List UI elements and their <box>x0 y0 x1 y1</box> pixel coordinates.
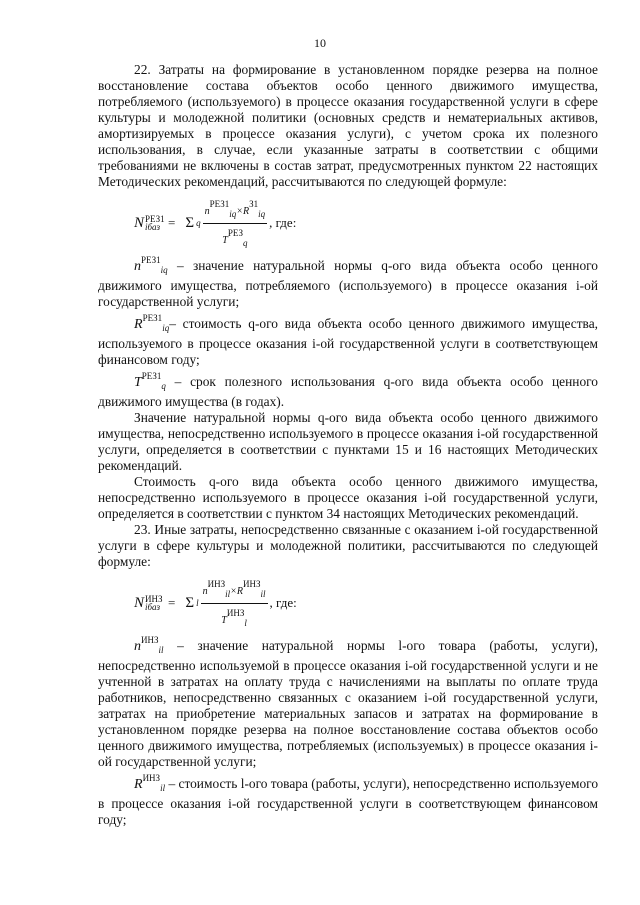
sum-symbol: Σ <box>185 215 195 231</box>
definition-r-inz: $R^{ИНЗ}_{il}$ – стоимость l-ого товара (работы, услуги), непосредственно используемого в процессе оказания i-ой государственной услуги в соответствующем финансовом году; <box>98 773 599 827</box>
sum-symbol: Σ <box>185 595 195 611</box>
page-number: 10 <box>314 36 326 50</box>
paragraph-22: 22. Затраты на формирование в установленном порядке резерва на полное восстановление состава объектов особо ценного движимого имущества, потребляемого (используемого) в процессе оказания государственной услуги в сфере культуры и молодежной политики (основных средств и нематериальных активов, амортизируемых в процессе оказания услуги), с учетом срока их полезного использования, в случае, если указанные затраты в соответствии с общими требованиями не включены в состав затрат, предусмотренных пунктом 22 настоящих Методических рекомендаций, рассчитываются по следующей формуле: <box>98 62 598 189</box>
formula-fraction: $\frac{\text{nРЕЗ1iq×RЗ1iq}}{\text{TРЕЗq}}$ <box>203 196 268 251</box>
formula-lhs-symbol: N <box>134 215 145 231</box>
formula-other-costs: N ИНЗ iбаз = Σ l $\frac{\text{nИНЗil×RИНЗil}}{\text{TИНЗl}}$ , где: <box>134 584 598 622</box>
definition-n-inz: $n^{ИНЗ}_{il}$ – значение натуральной нормы l-ого товара (работы, услуги), непосредственно используемой в процессе оказания i-ой государственной услуги и не учтенной в затратах на оплату труда с начислениями на выплаты по оплате труда работников, непосредственно связанных с оказанием i-ой государственной услуги, затратах на приобретение материальных запасов и затратах на формирование в установленном порядке резерва на полное восстановление состава объектов особо ценного движимого имущества, потребляемых (используемых) в процессе оказания i-ой государственной услуги; <box>98 635 598 769</box>
formula-lhs-symbol: N <box>134 595 145 611</box>
formula-reserve: N РЕЗ1 iбаз = Σ q $\frac{\text{nРЕЗ1iq×RЗ1iq}}{\text{TРЕЗq}}$ , где: <box>134 204 598 242</box>
paragraph-23: 23. Иные затраты, непосредственно связанные с оказанием i-ой государственной услуги в сфере культуры и молодежной политики, рассчитываются по следующей формуле: <box>98 522 598 569</box>
definition-n-rez: $n^{РЕЗ1}_{iq}$ – значение натуральной нормы q-ого вида объекта особо ценного движимого имущества, потребляемого (используемого) в процессе оказания i-ой государственной услуги; <box>98 255 598 309</box>
formula-fraction: $\frac{\text{nИНЗil×RИНЗil}}{\text{TИНЗl}}$ <box>201 576 268 631</box>
paragraph-cost: Стоимость q-ого вида объекта особо ценного движимого имущества, непосредственно используемого в процессе оказания i-ой государственной услуги, определяется в соответствии с пунктом 34 настоящих Методических рекомендаций. <box>98 474 598 521</box>
paragraph-natural-norm: Значение натуральной нормы q-ого вида объекта особо ценного движимого имущества, непосредственно используемого в процессе оказания i-ой государственной услуги, определяется в соответствии с пунктами 15 и 16 настоящих Методических рекомендаций. <box>98 410 598 473</box>
definition-t-rez: $T^{РЕЗ1}_q$ – срок полезного использования q-ого вида объекта особо ценного движимого имущества (в годах). <box>98 371 598 409</box>
document-body <box>98 62 598 828</box>
definition-r-rez: $R^{РЕЗ1}_{iq}-$ стоимость q-ого вида объекта особо ценного движимого имущества, используемого в процессе оказания i-ой государственной услуги в соответствующем финансовом году; <box>98 313 598 367</box>
